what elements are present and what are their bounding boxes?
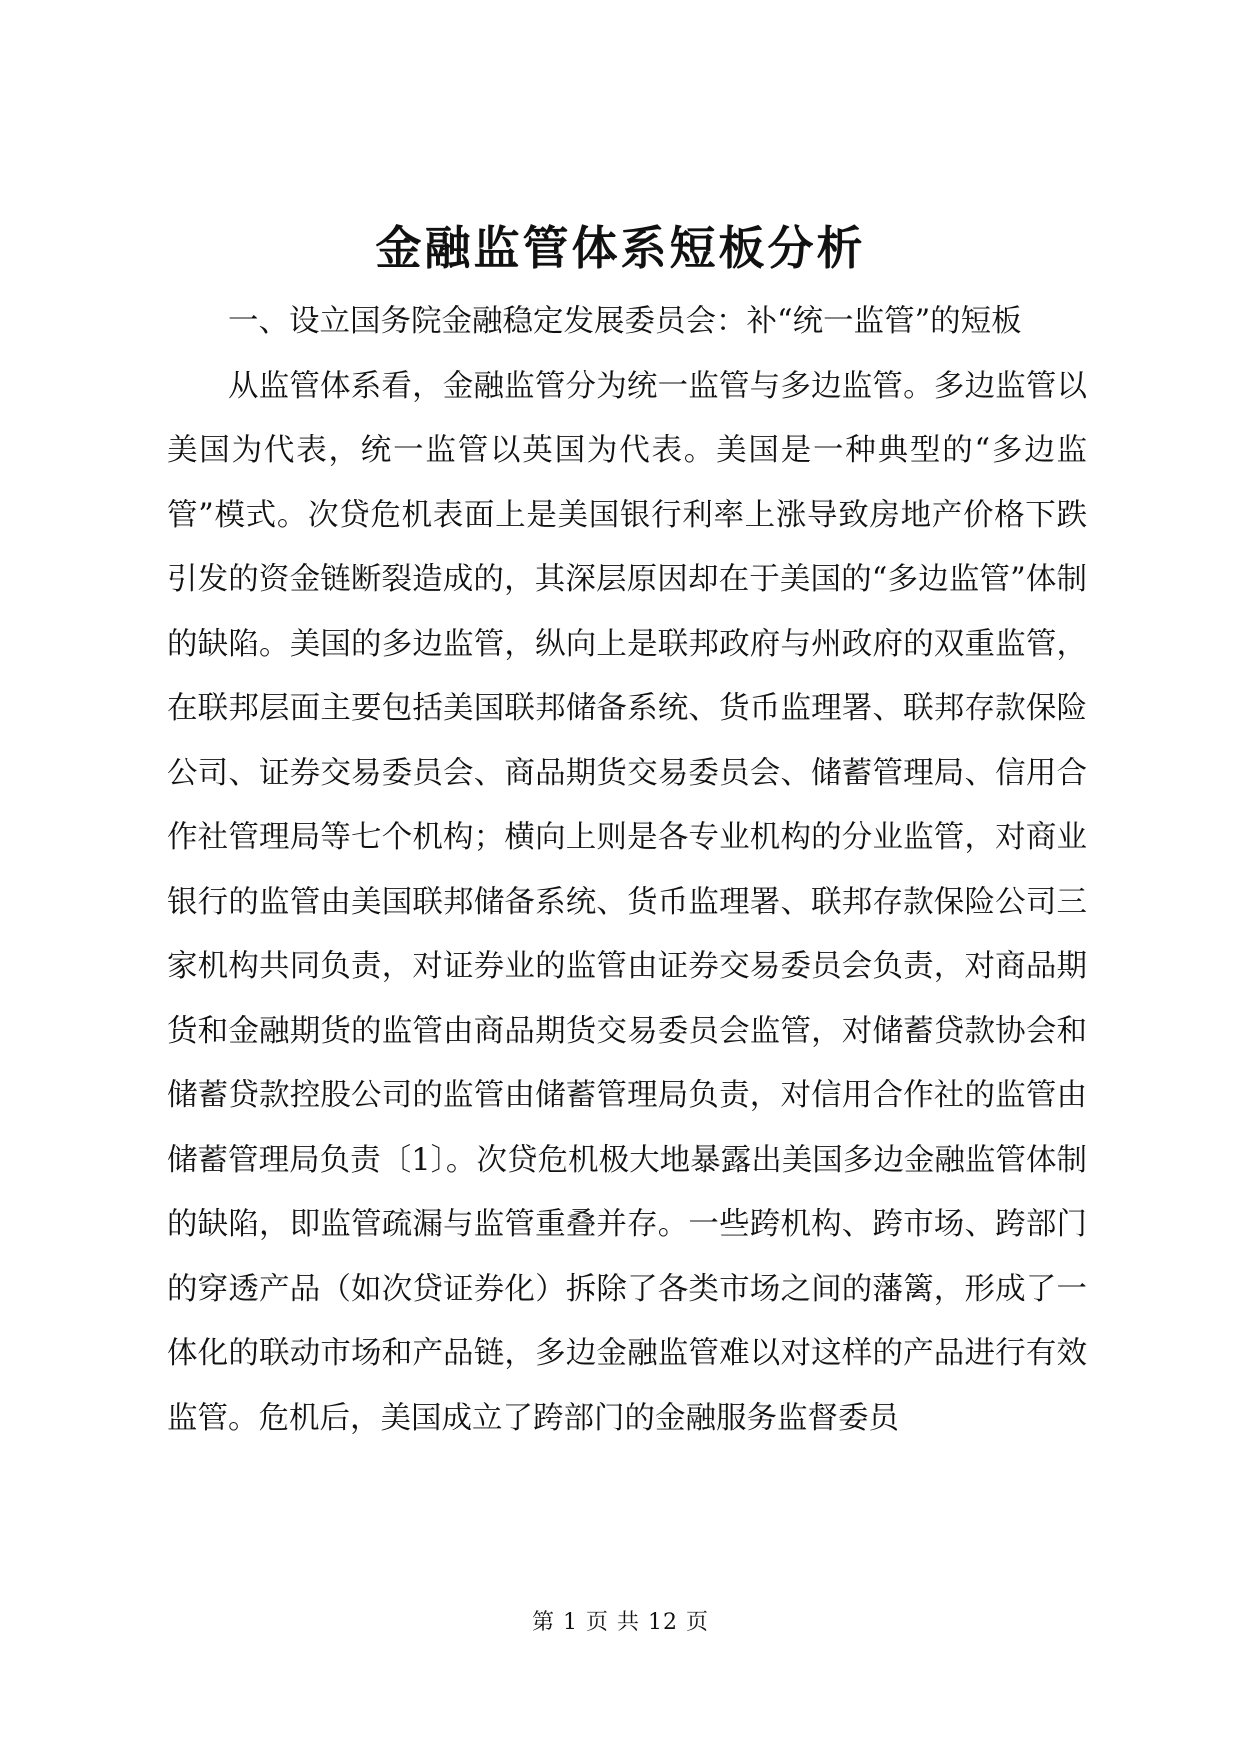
body-paragraph: 从监管体系看，金融监管分为统一监管与多边监管。多边监管以美国为代表，统一监管以英国为代表。美国是一种典型的“多边监管”模式。次贷危机表面上是美国银行利率上涨导致房地产价格下跌引发的资金链断裂造成的，其深层原因却在于美国的“多边监管”体制的缺陷。美国的多边监管，纵向上是联邦政府与州政府的双重监管，在联邦层面主要包括美国联邦储备系统、货币监理署、联邦存款保险公司、证券交易委员会、商品期货交易委员会、储蓄管理局、信用合作社管理局等七个机构；横向上则是各专业机构的分业监管，对商业银行的监管由美国联邦储备系统、货币监理署、联邦存款保险公司三家机构共同负责，对证券业的监管由证券交易委员会负责，对商品期货和金融期货的监管由商品期货交易委员会监管，对储蓄贷款协会和储蓄贷款控股公司的监管由储蓄管理局负责，对信用合作社的监管由储蓄管理局负责〔1〕。次贷危机极大地暴露出美国多边金融监管体制的缺陷，即监管疏漏与监管重叠并存。一些跨机构、跨市场、跨部门的穿透产品（如次贷证券化）拆除了各类市场之间的藩篱，形成了一体化的联动市场和产品链，多边金融监管难以对这样的产品进行有效监管。危机后，美国成立了跨部门的金融服务监督委员 xyxy=(167,368,1087,1436)
document-title: 金融监管体系短板分析 xyxy=(375,221,866,275)
page-number-footer: 第 1 页 共 12 页 xyxy=(532,1610,709,1635)
section-heading: 一、设立国务院金融稳定发展委员会：补“统一监管”的短板 xyxy=(228,304,1022,339)
document-body xyxy=(167,290,1087,1451)
